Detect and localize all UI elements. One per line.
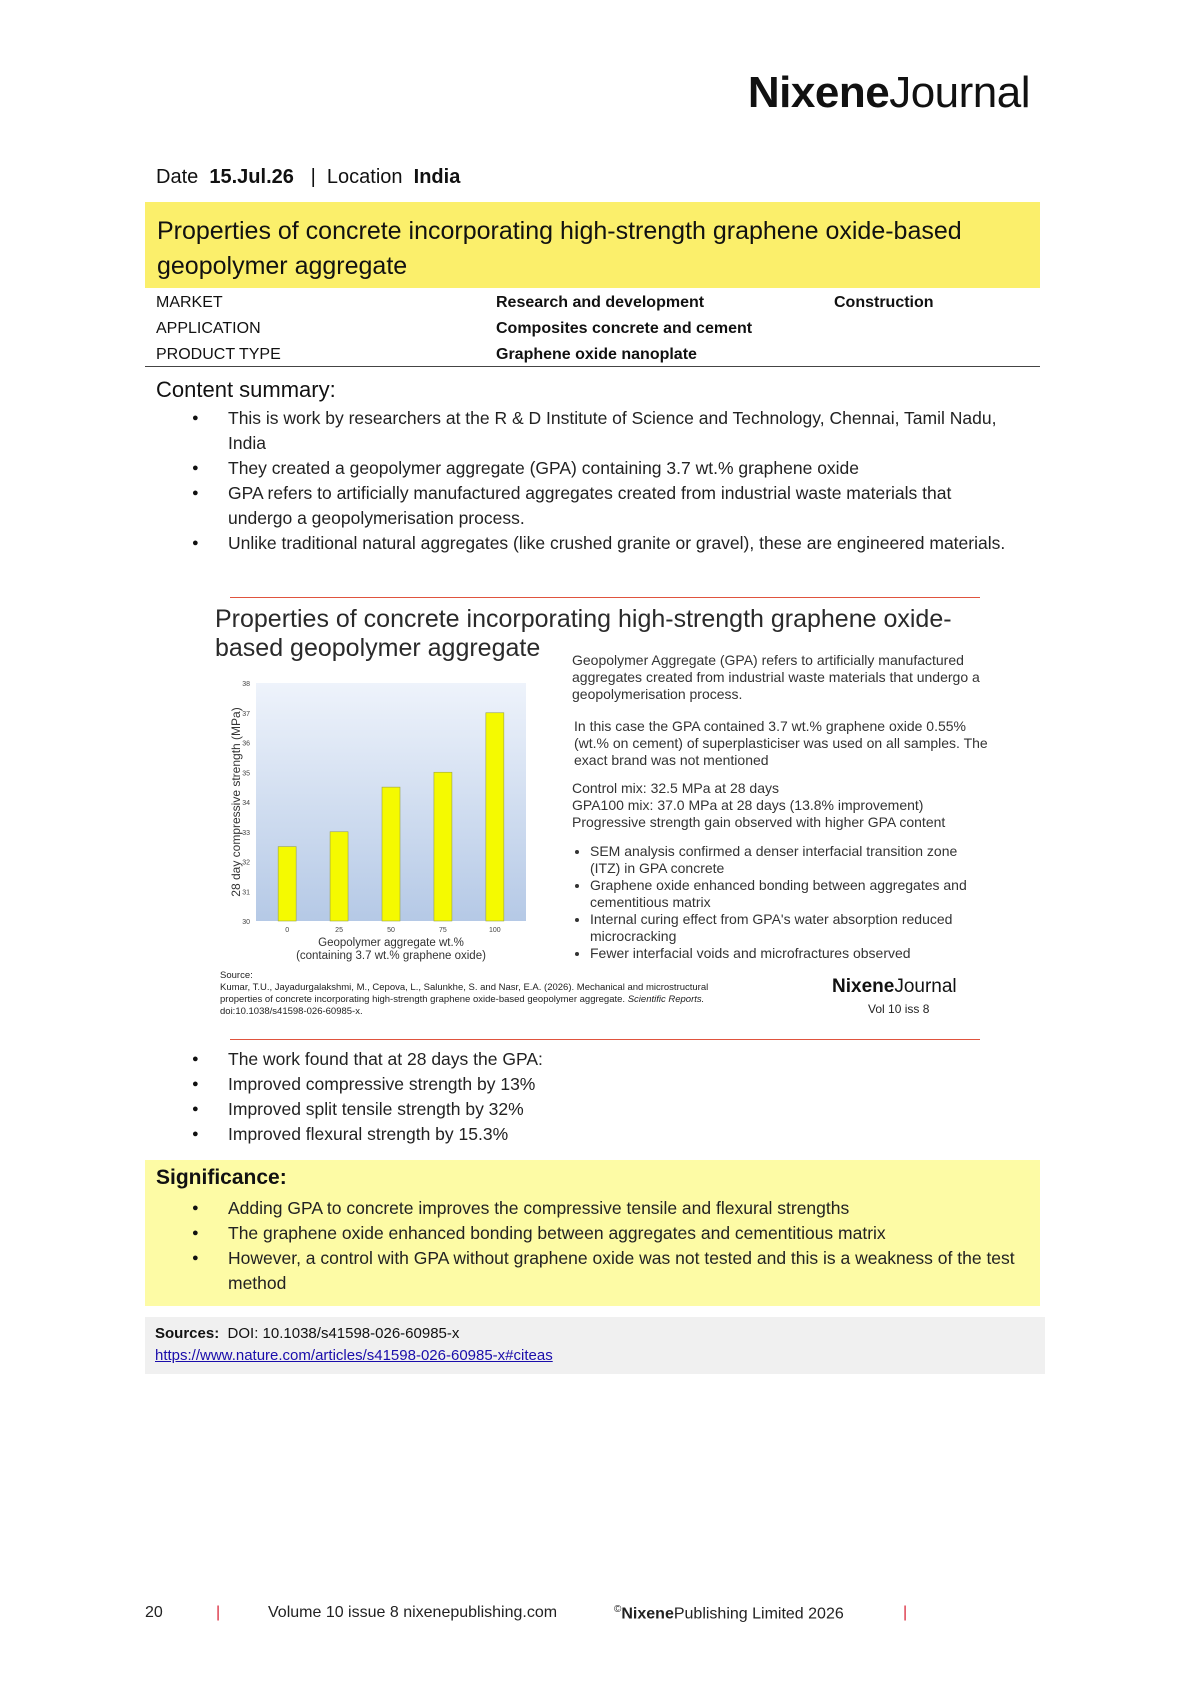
y-axis-label: 28 day compressive strength (MPa) (229, 707, 243, 897)
footer-page-number: 20 (145, 1604, 163, 1621)
list-item: ● Improved split tensile strength by 32% (228, 1097, 1018, 1122)
figure-logo (832, 976, 957, 998)
tag-label-application: APPLICATION (156, 320, 261, 337)
figure-bullets (572, 843, 967, 962)
footer-volume: Volume 10 issue 8 nixenepublishing.com (268, 1604, 558, 1621)
list-item: • Graphene oxide enhanced bonding between aggregates and cementitious matrix (590, 877, 967, 911)
list-item: ● However, a control with GPA without graphene oxide was not tested and this is a weakness of the test method (228, 1246, 1018, 1296)
figure-source (220, 970, 720, 1018)
location-value: India (413, 166, 461, 188)
x-tick-label: 50 (387, 927, 395, 934)
title-box (145, 202, 1040, 288)
results-list (228, 1047, 1018, 1147)
x-tick-label: 0 (285, 927, 290, 934)
significance-list (228, 1196, 1018, 1296)
figure-para-gpa: Geopolymer Aggregate (GPA) refers to artificially manufactured aggregates created from industrial waste materials that undergo a geopolymerisation process. (572, 652, 980, 702)
tag-value-product-type: Graphene oxide nanoplate (496, 346, 697, 363)
bar-50 (382, 787, 400, 921)
sources-label: Sources: (155, 1325, 220, 1342)
list-item: • Fewer interfacial voids and microfractures observed (590, 945, 967, 962)
figure-para-graphene: In this case the GPA contained 3.7 wt.% graphene oxide 0.55% (wt.% on cement) of superplasticiser was used on all samples. The exact brand was not mentioned (574, 718, 988, 768)
footer-pipe-2: | (903, 1604, 908, 1621)
summary-heading: Content summary: (156, 377, 336, 402)
journal-logo (748, 68, 1030, 118)
list-item: ● They created a geopolymer aggregate (GPA) containing 3.7 wt.% graphene oxide (228, 456, 1018, 481)
page-title: Properties of concrete incorporating high-strength graphene oxide-based geopolymer aggregate (157, 217, 962, 280)
list-item: ● Improved compressive strength by 13% (228, 1072, 1018, 1097)
figure-source-journal: Scientific Reports. (627, 994, 705, 1005)
figure-top-rule (230, 597, 980, 598)
figure-source-text: Kumar, T.U., Jayadurgalakshmi, M., Cepova, L., Salunkhe, S. and Nasr, E.A. (2026). Mechanical and microstructural properties of concrete incorporating high-strength graphene oxide-based geopolymer aggregate. (220, 982, 709, 1005)
date-location (156, 166, 460, 189)
footer-pipe-1: | (216, 1604, 221, 1621)
bar-100 (486, 713, 504, 921)
x-axis-label-line-2: (containing 3.7 wt.% graphene oxide) (296, 950, 486, 962)
figure-logo-bold: Nixene (832, 976, 895, 997)
y-tick-label: 30 (242, 919, 250, 926)
list-item: ● Improved flexural strength by 15.3% (228, 1122, 1018, 1147)
footer-copyright (614, 1604, 844, 1623)
list-item: ● Unlike traditional natural aggregates (like crushed granite or gravel), these are engineered materials. (228, 531, 1018, 556)
tag-value-market-2: Construction (834, 294, 934, 311)
figure-gpa100-mix: GPA100 mix: 37.0 MPa at 28 days (13.8% improvement) (572, 797, 924, 813)
bar-25 (330, 832, 348, 921)
summary-list (228, 406, 1018, 556)
footer-publisher-bold: Nixene (621, 1605, 674, 1623)
figure-progressive-gain: Progressive strength gain observed with higher GPA content (572, 814, 946, 830)
date-label: Date (156, 166, 199, 188)
tag-divider (145, 366, 1040, 367)
location-label: Location (326, 166, 403, 188)
list-item: • SEM analysis confirmed a denser interfacial transition zone (ITZ) in GPA concrete (590, 843, 967, 877)
y-tick-label: 31 (242, 889, 250, 897)
tag-value-application: Composites concrete and cement (496, 320, 753, 337)
list-item: ● GPA refers to artificially manufactured aggregates created from industrial waste materials that undergo a geopolymerisation process. (228, 481, 1018, 531)
figure-logo-light: Journal (894, 976, 957, 997)
significance-heading: Significance: (156, 1166, 287, 1189)
x-axis-label-line-1: Geopolymer aggregate wt.% (318, 937, 464, 949)
figure-source-label: Source: (220, 970, 253, 981)
tag-label-product-type: PRODUCT TYPE (156, 346, 281, 363)
x-tick-label: 75 (439, 927, 447, 934)
significance-box (145, 1160, 1040, 1306)
y-tick-label: 36 (242, 740, 250, 748)
bar-0 (278, 847, 296, 921)
logo-light: Journal (889, 68, 1030, 117)
sources-link[interactable]: https://www.nature.com/articles/s41598-026-60985-x#citeas (155, 1347, 553, 1364)
y-tick-label: 35 (242, 770, 250, 778)
sources-doi: DOI: 10.1038/s41598-026-60985-x (227, 1325, 460, 1342)
y-tick-label: 33 (242, 829, 250, 837)
y-tick-label: 32 (242, 859, 250, 867)
tag-value-market: Research and development (496, 294, 705, 311)
figure-title: Properties of concrete incorporating high-strength graphene oxide-based geopolymer aggregate (215, 605, 952, 662)
list-item: ● This is work by researchers at the R & D Institute of Science and Technology, Chennai, Tamil Nadu, India (228, 406, 1018, 456)
list-item: ● The graphene oxide enhanced bonding between aggregates and cementitious matrix (228, 1221, 1018, 1246)
figure-issue: Vol 10 iss 8 (868, 1002, 930, 1016)
compressive-strength-chart (228, 675, 568, 965)
figure-source-doi: doi:10.1038/s41598-026-60985-x. (220, 1006, 363, 1017)
figure-control-mix: Control mix: 32.5 MPa at 28 days (572, 780, 779, 796)
logo-bold: Nixene (747, 68, 890, 117)
copyright-symbol: © (614, 1604, 622, 1615)
y-tick-label: 38 (242, 681, 250, 688)
figure-bottom-rule (230, 1039, 980, 1040)
y-tick-label: 34 (242, 800, 250, 807)
x-tick-label: 25 (335, 927, 343, 934)
date-value: 15.Jul.26 (209, 166, 294, 188)
sources-box (145, 1317, 1045, 1374)
list-item: ● Adding GPA to concrete improves the compressive tensile and flexural strengths (228, 1196, 1018, 1221)
bar-75 (434, 772, 452, 921)
footer-publisher-rest: Publishing Limited 2026 (673, 1605, 844, 1623)
list-item: ● The work found that at 28 days the GPA: (228, 1047, 1018, 1072)
list-item: • Internal curing effect from GPA's water absorption reduced microcracking (590, 911, 967, 945)
meta-separator: | (310, 166, 316, 188)
sources-doi-line (155, 1325, 459, 1342)
tag-label-market: MARKET (156, 294, 223, 311)
x-tick-label: 100 (489, 927, 501, 934)
figure-results (572, 780, 992, 831)
y-tick-label: 37 (242, 710, 250, 718)
